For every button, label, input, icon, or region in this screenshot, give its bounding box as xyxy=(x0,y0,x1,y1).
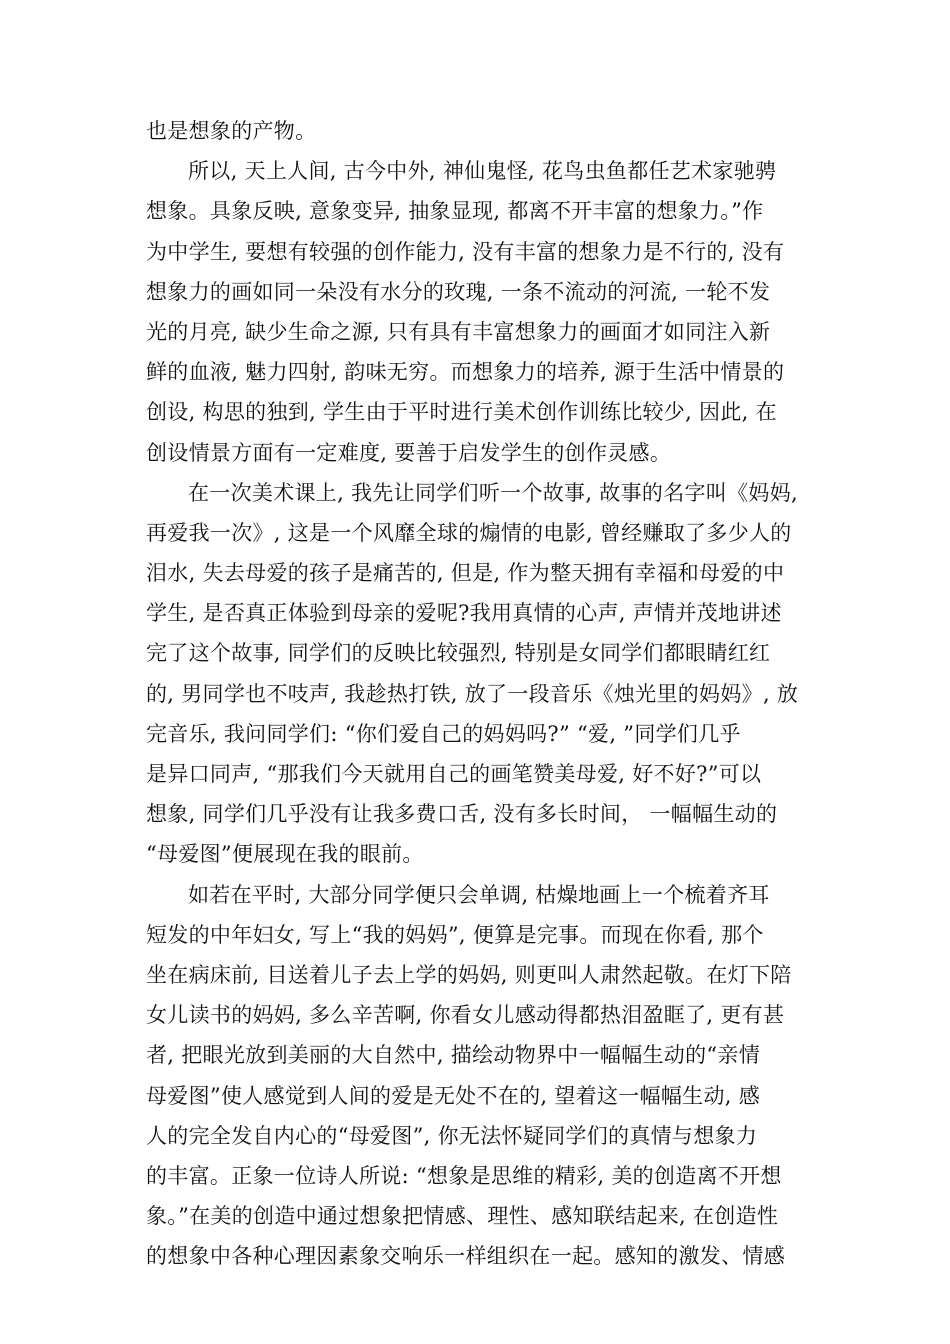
text-line: 的想象中各种心理因素象交响乐一样组织在一起。感知的激发、情感 xyxy=(146,1244,785,1269)
text-line: 也是想象的产物。 xyxy=(146,119,317,143)
paragraph xyxy=(146,473,809,875)
paragraph xyxy=(146,151,809,473)
text-line: 短发的中年妇女, 写上“我的妈妈”, 便算是完事。而现在你看, 那个 xyxy=(146,922,764,947)
text-line: 想象力的画如同一朵没有水分的玫瑰, 一条不流动的河流, 一轮不发 xyxy=(146,279,771,304)
text-line: 创设, 构思的独到, 学生由于平时进行美术创作训练比较少, 因此, 在 xyxy=(146,400,777,425)
text-line: 想象, 同学们几乎没有让我多费口舌, 没有多长时间， 一幅幅生动的 xyxy=(146,802,778,827)
text-line: 是异口同声, “那我们今天就用自己的画笔赞美母爱, 好不好?”可以 xyxy=(146,762,762,786)
text-line: 女儿读书的妈妈, 多么辛苦啊, 你看女儿感动得都热泪盈眶了, 更有甚 xyxy=(146,1003,785,1028)
text-line: 人的完全发自内心的“母爱图”, 你无法怀疑同学们的真情与想象力 xyxy=(146,1123,758,1148)
text-line: 在一次美术课上, 我先让同学们听一个故事, 故事的名字叫《妈妈, xyxy=(188,480,798,505)
text-line: “母爱图”便展现在我的眼前。 xyxy=(146,842,424,867)
text-line: 的, 男同学也不吱声, 我趁热打铁, 放了一段音乐《烛光里的妈妈》, 放 xyxy=(146,681,799,706)
text-line: 母爱图”使人感觉到人间的爱是无处不在的, 望着这一幅幅生动, 感 xyxy=(146,1083,761,1108)
text-line: 光的月亮, 缺少生命之源, 只有具有丰富想象力的画面才如同注入新 xyxy=(146,319,771,344)
text-line: 如若在平时, 大部分同学便只会单调, 枯燥地画上一个梳着齐耳 xyxy=(188,882,770,907)
paragraph xyxy=(146,875,809,1277)
text-line: 再爱我一次》, 这是一个风靡全球的煽情的电影, 曾经赚取了多少人的 xyxy=(146,520,792,545)
text-line: 者, 把眼光放到美丽的大自然中, 描绘动物界中一幅幅生动的“亲情 xyxy=(146,1043,761,1068)
text-line: 的丰富。正象一位诗人所说: “想象是思维的精彩, 美的创造离不开想 xyxy=(146,1163,782,1188)
document-page xyxy=(146,111,809,1276)
text-line: 完了这个故事, 同学们的反映比较强烈, 特别是女同学们都眼睛红红 xyxy=(146,641,771,666)
text-line: 象。”在美的创造中通过想象把情感、理性、感知联结起来, 在创造性 xyxy=(146,1204,779,1229)
text-line: 鲜的血液, 魅力四射, 韵味无穷。而想象力的培养, 源于生活中情景的 xyxy=(146,360,785,385)
paragraph xyxy=(146,111,809,151)
text-line: 完音乐, 我问同学们: “你们爱自己的妈妈吗?” “爱, ”同学们几乎 xyxy=(146,721,741,746)
text-line: 想象。具象反映, 意象变异, 抽象显现, 都离不开丰富的想象力。”作 xyxy=(146,199,764,224)
text-line: 所以, 天上人间, 古今中外, 神仙鬼怪, 花鸟虫鱼都任艺术家驰骋 xyxy=(188,159,777,184)
text-line: 泪水, 失去母爱的孩子是痛苦的, 但是, 作为整天拥有幸福和母爱的中 xyxy=(146,561,785,586)
text-line: 为中学生, 要想有较强的创作能力, 没有丰富的想象力是不行的, 没有 xyxy=(146,239,785,264)
text-line: 创设情景方面有一定难度, 要善于启发学生的创作灵感。 xyxy=(146,440,672,465)
text-line: 学生, 是否真正体验到母亲的爱呢?我用真情的心声, 声情并茂地讲述 xyxy=(146,601,782,626)
text-line: 坐在病床前, 目送着儿子去上学的妈妈, 则更叫人肃然起敬。在灯下陪 xyxy=(146,962,792,987)
